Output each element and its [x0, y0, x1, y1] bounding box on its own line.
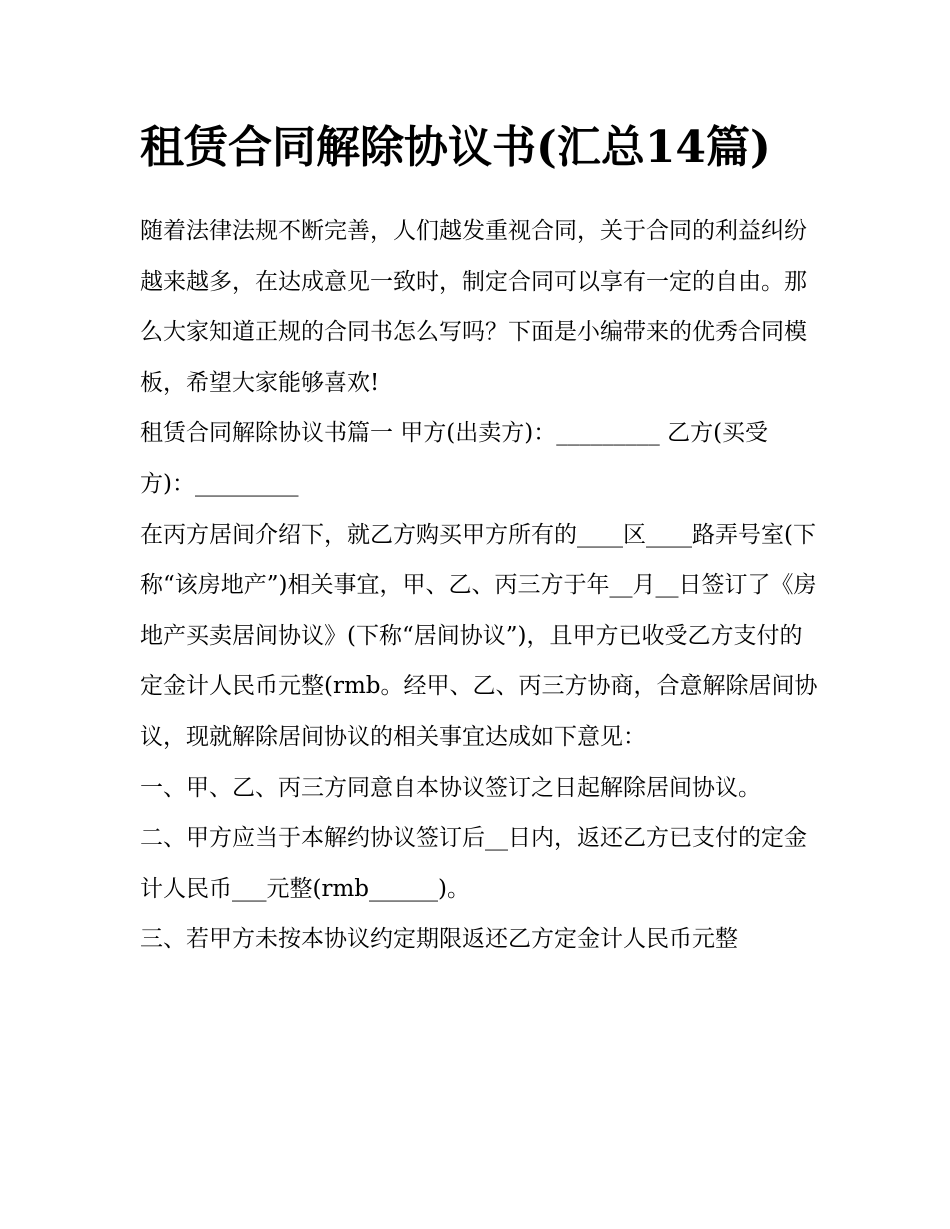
clause-three: 三、若甲方未按本协议约定期限返还乙方定金计人民币元整	[140, 926, 738, 953]
document-page	[140, 112, 820, 965]
paragraph-background: 在丙方居间介绍下，就乙方购买甲方所有的____区____路弄号室(下称“该房地产”)相关事宜，甲、乙、丙三方于年__月__日签订了《房地产买卖居间协议》(下称“居间协议”)，且甲方已收受乙方支付的定金计人民币元整(rmb。经甲、乙、丙三方协商，合意解除居间协议，现就解除居间协议的相关事宜达成如下意见：	[140, 521, 818, 750]
clause-two: 二、甲方应当于本解约协议签订后__日内，返还乙方已支付的定金计人民币___元整(rmb______)。	[140, 825, 807, 902]
clause-one: 一、甲、乙、丙三方同意自本协议签订之日起解除居间协议。	[140, 774, 761, 801]
document-title: 租赁合同解除协议书(汇总14篇)	[140, 122, 771, 173]
paragraph-parties: 租赁合同解除协议书篇一 甲方(出卖方)：_________ 乙方(买受方)：_________	[140, 420, 769, 497]
paragraph-intro: 随着法律法规不断完善，人们越发重视合同，关于合同的利益纠纷越来越多，在达成意见一致时，制定合同可以享有一定的自由。那么大家知道正规的合同书怎么写吗？下面是小编带来的优秀合同模板，希望大家能够喜欢!	[140, 218, 807, 396]
